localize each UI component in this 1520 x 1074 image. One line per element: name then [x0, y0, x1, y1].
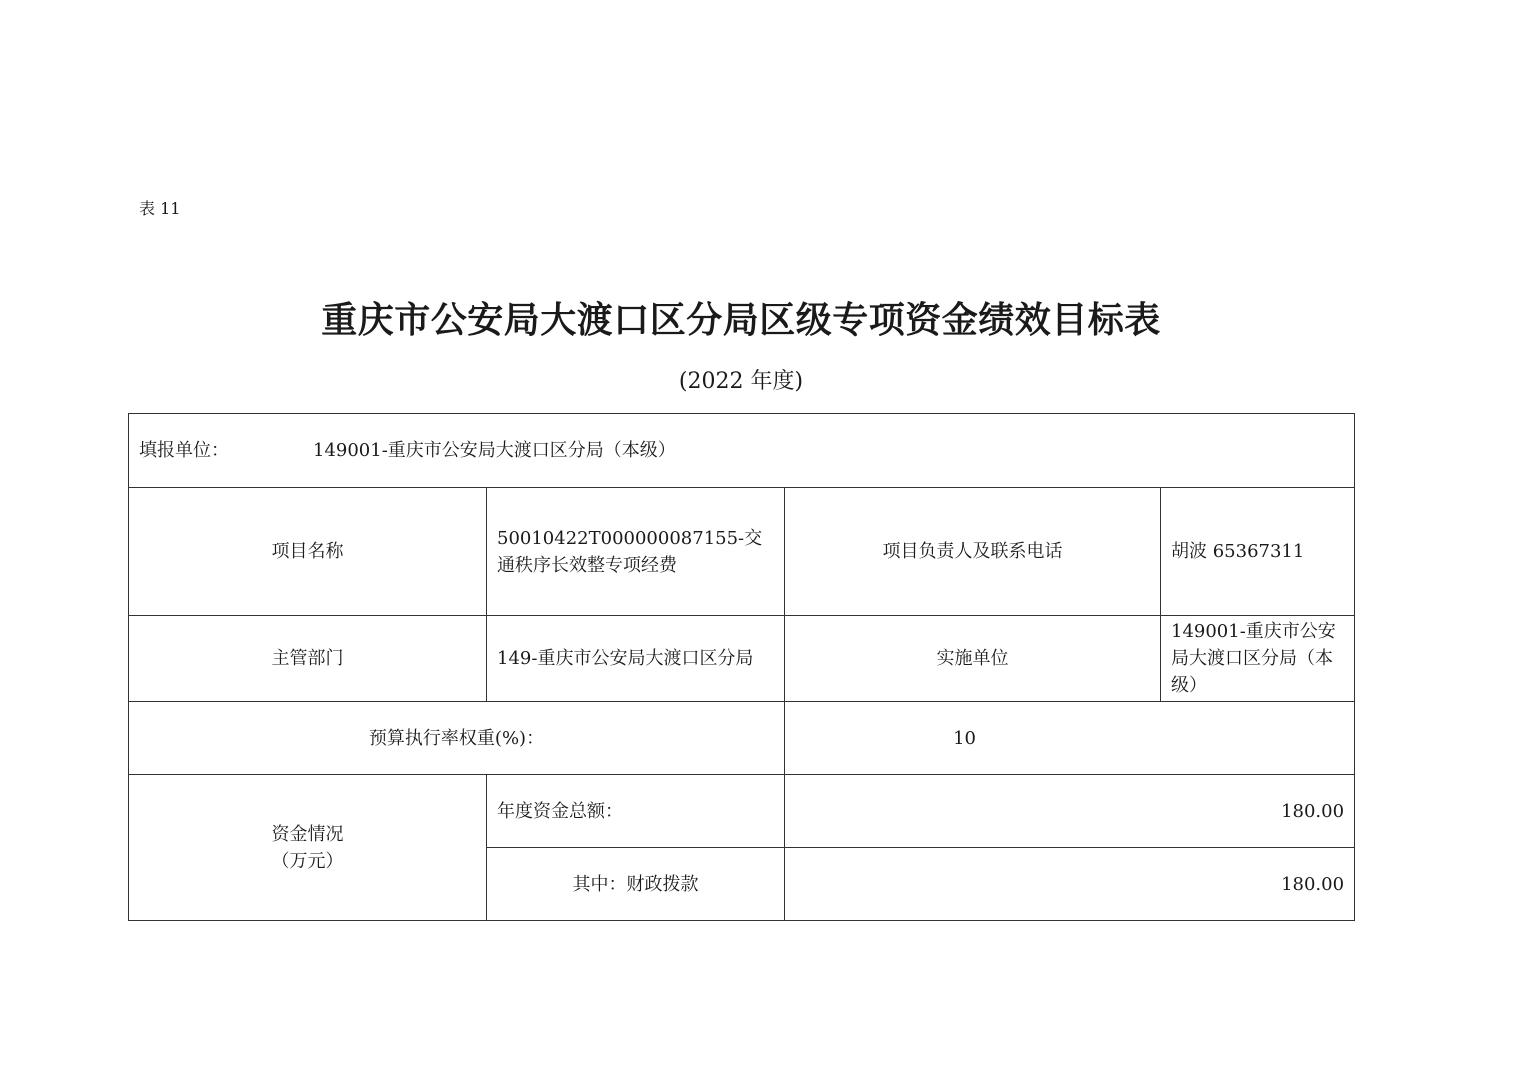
project-name-value: 50010422T000000087155-交通秩序长效整专项经费 — [487, 488, 785, 616]
annual-total-label: 年度资金总额： — [487, 775, 785, 848]
funds-label: 资金情况 — [271, 823, 344, 845]
reporting-unit-cell — [129, 414, 1355, 488]
annual-total-row — [129, 775, 1355, 848]
project-name-label: 项目名称 — [129, 488, 487, 616]
department-row — [129, 616, 1355, 702]
reporting-unit-label: 填报单位： — [139, 440, 229, 461]
reporting-unit-value: 149001-重庆市公安局大渡口区分局（本级） — [313, 440, 676, 461]
reporting-unit-row — [129, 414, 1355, 488]
page-title: 重庆市公安局大渡口区分局区级专项资金绩效目标表 — [321, 300, 1161, 341]
department-value: 149-重庆市公安局大渡口区分局 — [487, 616, 785, 702]
budget-rate-value: 10 — [785, 702, 1355, 775]
table-number: 表 11 — [139, 199, 181, 218]
funds-unit: （万元） — [271, 850, 344, 872]
implementing-unit-value: 149001-重庆市公安局大渡口区分局（本级） — [1161, 616, 1355, 702]
contact-value: 胡波 65367311 — [1161, 488, 1355, 616]
implementing-unit-label: 实施单位 — [785, 616, 1161, 702]
contact-label: 项目负责人及联系电话 — [785, 488, 1161, 616]
fiscal-value: 180.00 — [785, 848, 1355, 921]
budget-rate-row — [129, 702, 1355, 775]
performance-target-table — [128, 413, 1355, 921]
annual-total-value: 180.00 — [785, 775, 1355, 848]
funds-label-cell — [129, 775, 487, 921]
project-row — [129, 488, 1355, 616]
fiscal-year: (2022 年度) — [678, 369, 804, 394]
budget-rate-label: 预算执行率权重(%)： — [129, 702, 785, 775]
fiscal-label: 其中：财政拨款 — [487, 848, 785, 921]
department-label: 主管部门 — [129, 616, 487, 702]
